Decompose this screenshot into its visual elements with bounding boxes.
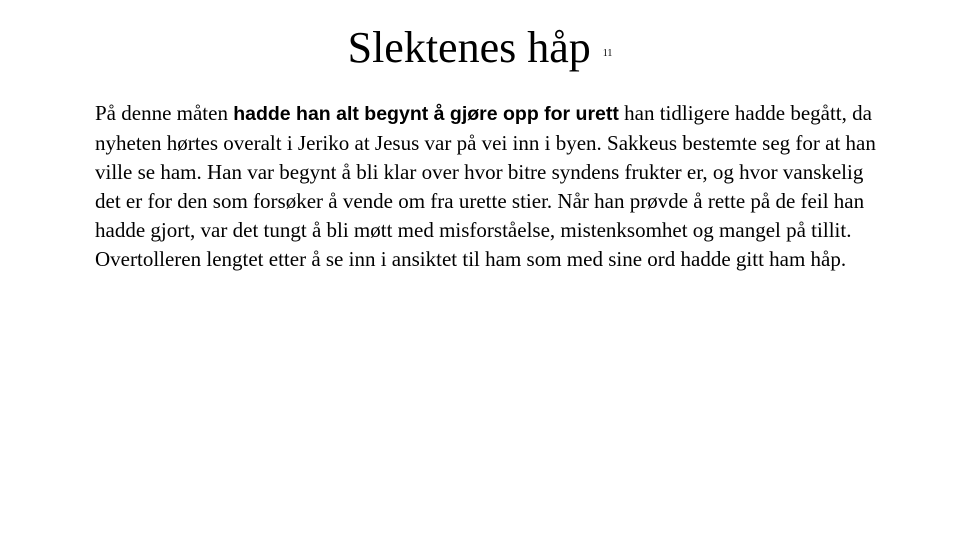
- title-footnote-mark: 11: [602, 48, 613, 59]
- body-paragraph: [95, 99, 885, 274]
- title-row: [0, 22, 960, 74]
- slide-title: Slektenes håp: [347, 23, 591, 72]
- body-rest: han tidligere hadde begått, da nyheten hørtes overalt i Jeriko at Jesus var på vei inn i byen. Sakkeus bestemte seg for at han ville se ham. Han var begynt å bli klar over hvor bitre syndens frukter er, og hvor vanskelig det er for den som forsøker å vende om fra urette stier. Når han prøvde å rette på de feil han hadde gjort, var det tungt å bli møtt med misforståelse, mistenksomhet og mangel på tillit. Overtolleren lengtet etter å se inn i ansiktet til ham som med sine ord hadde gitt ham håp.: [95, 101, 876, 271]
- body-text: [95, 99, 885, 274]
- body-intro: På denne måten: [95, 101, 234, 125]
- body-emphasis: hadde han alt begynt å gjøre opp for urett: [233, 103, 619, 125]
